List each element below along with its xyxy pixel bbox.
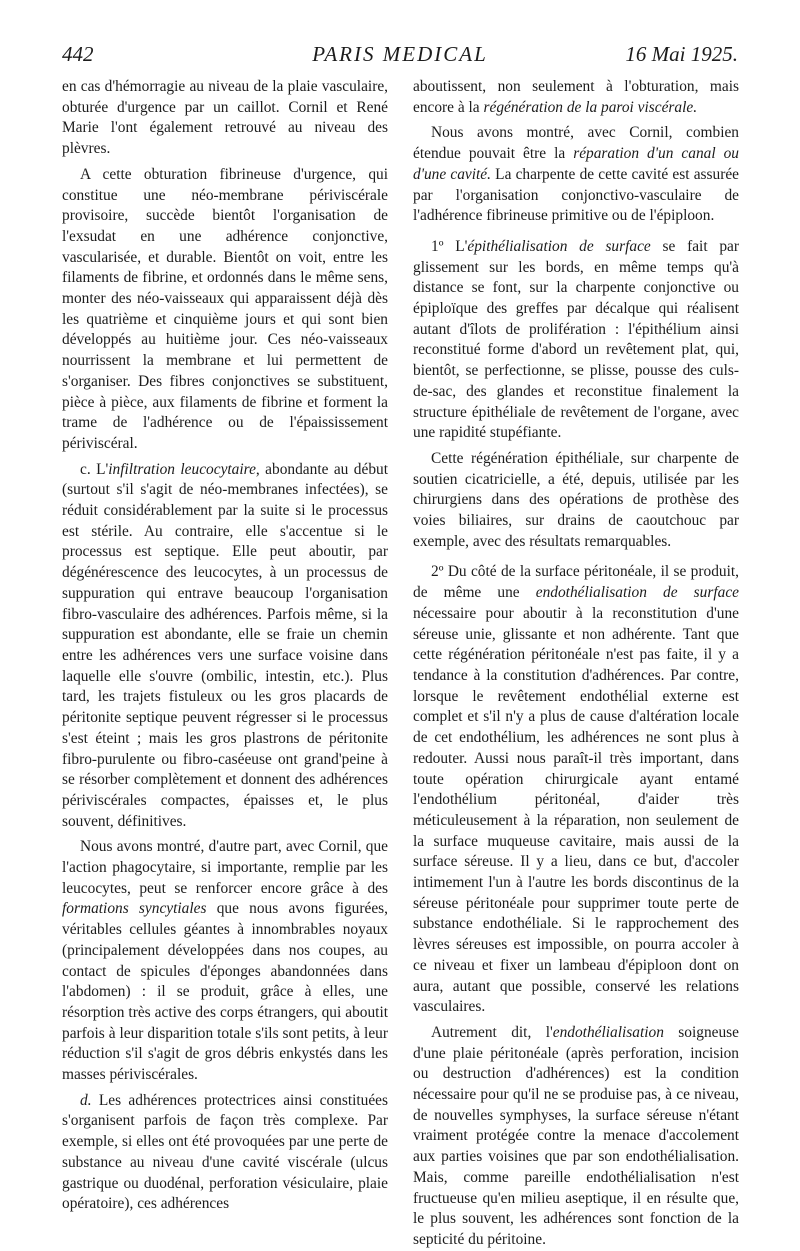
emphasis: infiltration leucocytaire	[108, 460, 256, 478]
paragraph-text: nécessaire pour aboutir à la reconstitution d'une séreuse unie, glissante et non adhérente. Tant que cette régénération péritonéale n'est pas faite, il y a tendance à la constitution d'adhérences. Par contre, lorsque le revêtement endothélial externe est complet et s'il n'y a plus de cause d'altération locale de cet endothélium, les adhérences ne sont plus à redouter. Aussi nous paraît-il très important, dans toute opération chirurgicale ayant entamé l'endothélium péritonéal, d'aider très méticuleusement à la réparation, non seulement de la surface muqueuse cavitaire, mais aussi de la surface séreuse. Il y a lieu, dans ce but, d'accoler intimement l'un à l'autre les bords discontinus de la séreuse péritonéale pour supprimer toute perte de substance endothéliale. Si le rapprochement des lèvres séreuses est impossible, on pourra accoler à ce niveau et fixer un lambeau d'épiploon dont on aura, autant que possible, conservé les relations vasculaires.	[413, 604, 739, 1016]
paragraph-lead: 2º Du côté de la surface péritonéale, il se produit, de même une	[413, 563, 739, 602]
paragraph	[62, 837, 388, 1085]
paragraph	[413, 562, 739, 1017]
emphasis: endothélialisation	[552, 1023, 664, 1041]
emphasis: formations syncytiales	[62, 900, 207, 918]
paragraph	[413, 1023, 739, 1251]
right-column	[413, 77, 739, 1251]
journal-title: PARIS MEDICAL	[312, 42, 488, 66]
paragraph	[62, 460, 388, 833]
paragraph-text: se fait par glissement sur les bords, en même temps qu'à distance se font, sur la charpente conjonctive ou épiploïque des greffes par décalque qui réalisent autant d'îlots de prolifération : l'épithélium ainsi reconstitué forme d'abord un revêtement plat, qui, bientôt, se perfectionne, se plisse, pousse des culs-de-sac, des glandes et reconstitue finalement la structure épithéliale de revêtement de l'organe, avec une rapidité stupéfiante.	[413, 237, 739, 442]
paragraph	[413, 123, 739, 227]
paragraph-text: Les adhérences protectrices ainsi constituées s'organisent parfois de façon très complexe. Par exemple, si elles ont été provoquées par une perte de substance au niveau d'une cavité viscérale (ulcus gastrique ou duodénal, perforation vésiculaire, plaie opératoire), ces adhérences	[62, 1091, 388, 1213]
paragraph-lead: aboutissent, non seulement à l'obturation, mais encore à la	[413, 78, 739, 116]
left-column	[62, 77, 388, 1215]
paragraph-lead: d.	[80, 1091, 99, 1109]
paragraph	[413, 237, 739, 444]
paragraph	[413, 77, 739, 118]
emphasis: réparation d'un canal ou d'une cavité.	[413, 145, 740, 183]
emphasis: endothélialisation de surface	[535, 584, 739, 602]
paragraph-lead: 1º L'	[431, 237, 468, 255]
page-header	[62, 42, 738, 72]
paragraph: Cette régénération épithéliale, sur charpente de soutien cicatricielle, a été, depuis, utilisée par les chirurgiens dans des opérations de prothèse des voies biliaires, sur drains de caoutchouc par exemple, avec des résultats remarquables.	[413, 449, 739, 550]
emphasis: régénération de la paroi viscérale.	[483, 98, 698, 116]
paragraph-text: , abondante au début (surtout s'il s'agit de néo-membranes infectées), se réduit considérablement par la suite si le processus est stérile. Au contraire, elle s'accentue si le processus est septique. Elle peut aboutir, par dégénérescence des leucocytes, à un processus de suppuration qui entrave beaucoup l'organisation fibro-vasculaire des adhérences. Parfois même, si la suppuration est abondante, elle se fraie un chemin entre les adhérences vers une surface voisine dans laquelle elle s'ouvre (ombilic, intestin, etc.). Plus tard, les trajets fistuleux ou les gros placards de péritonite septique peuvent régresser si le processus s'est éteint ; mais les gros plastrons de péritonite fibro-purulente ou fibro-caséeuse ont grand'peine à se résorber complètement et donnent des adhérences périviscérales compactes, épaisses et, le plus souvent, définitives.	[62, 460, 388, 830]
paragraph-lead: Nous avons montré, d'autre part, avec Cornil, que l'action phagocytaire, si importante, remplie par les leucocytes, peut se renforcer encore grâce à des	[62, 838, 388, 897]
paragraph-lead: Nous avons montré, avec Cornil, combien étendue pouvait être la	[413, 124, 739, 163]
issue-date: 16 Mai 1925.	[625, 42, 738, 66]
paragraph-text: La charpente de cette cavité est assurée par l'organisation conjonctivo-vasculaire de l'adhérence fibrineuse primitive ou de l'épiploon.	[413, 165, 739, 225]
paragraph: A cette obturation fibrineuse d'urgence, qui constitue une néo-membrane périviscérale provisoire, succède bientôt l'organisation de l'exsudat en une adhérence conjonctive, vascularisée, et durable. Bientôt on voit, entre les filaments de fibrine, et ordonnés dans le même sens, monter des néo-vaisseaux qui apparaissent déjà dès les quatrième et cinquième jours et qui sont bien développés au huitième jour. Ces néo-vaisseaux nourrissent la membrane et lui permettent de s'organiser. Des fibres conjonctives se substituent, pièce à pièce, aux filaments de fibrine et forment la trame de l'adhérence ou de l'épaississement périviscéral.	[62, 165, 388, 452]
paragraph: en cas d'hémorragie au niveau de la plaie vasculaire, obturée d'urgence par un caillot. Cornil et René Marie l'ont également retrouvé au niveau des plèvres.	[62, 78, 388, 158]
paragraph-lead: Autrement dit, l'	[431, 1023, 553, 1041]
paragraph-lead: c. L'	[80, 460, 109, 478]
paragraph	[62, 1091, 388, 1215]
paragraph-text: soigneuse d'une plaie péritonéale (après perforation, incision ou destruction d'adhérences) est la condition nécessaire pour qu'il ne se produise pas, à ce niveau, de nouvelles symphyses, la surface séreuse n'étant vraiment protégée contre la menace d'accolement aux parties voisines que par son endothélialisation. Mais, comme pareille endothélialisation n'est fructueuse qu'en milieu aseptique, il en résulte que, le plus souvent, les adhérences sont fonction de la septicité du péritoine.	[413, 1023, 739, 1248]
emphasis: épithélialisation de surface	[467, 237, 651, 255]
paragraph-text: que nous avons figurées, véritables cellules géantes à innombrables noyaux (principalement développées dans nos coupes, au contact de spicules d'éponges abandonnées dans l'abdomen) : il se produit, grâce à elles, une résorption très active des corps étrangers, qui aboutit parfois à leur disparition totale s'ils sont petits, à leur réduction s'il s'agit de gros débris enkystés dans les masses périviscérales.	[62, 900, 389, 1084]
page-number: 442	[62, 42, 94, 66]
